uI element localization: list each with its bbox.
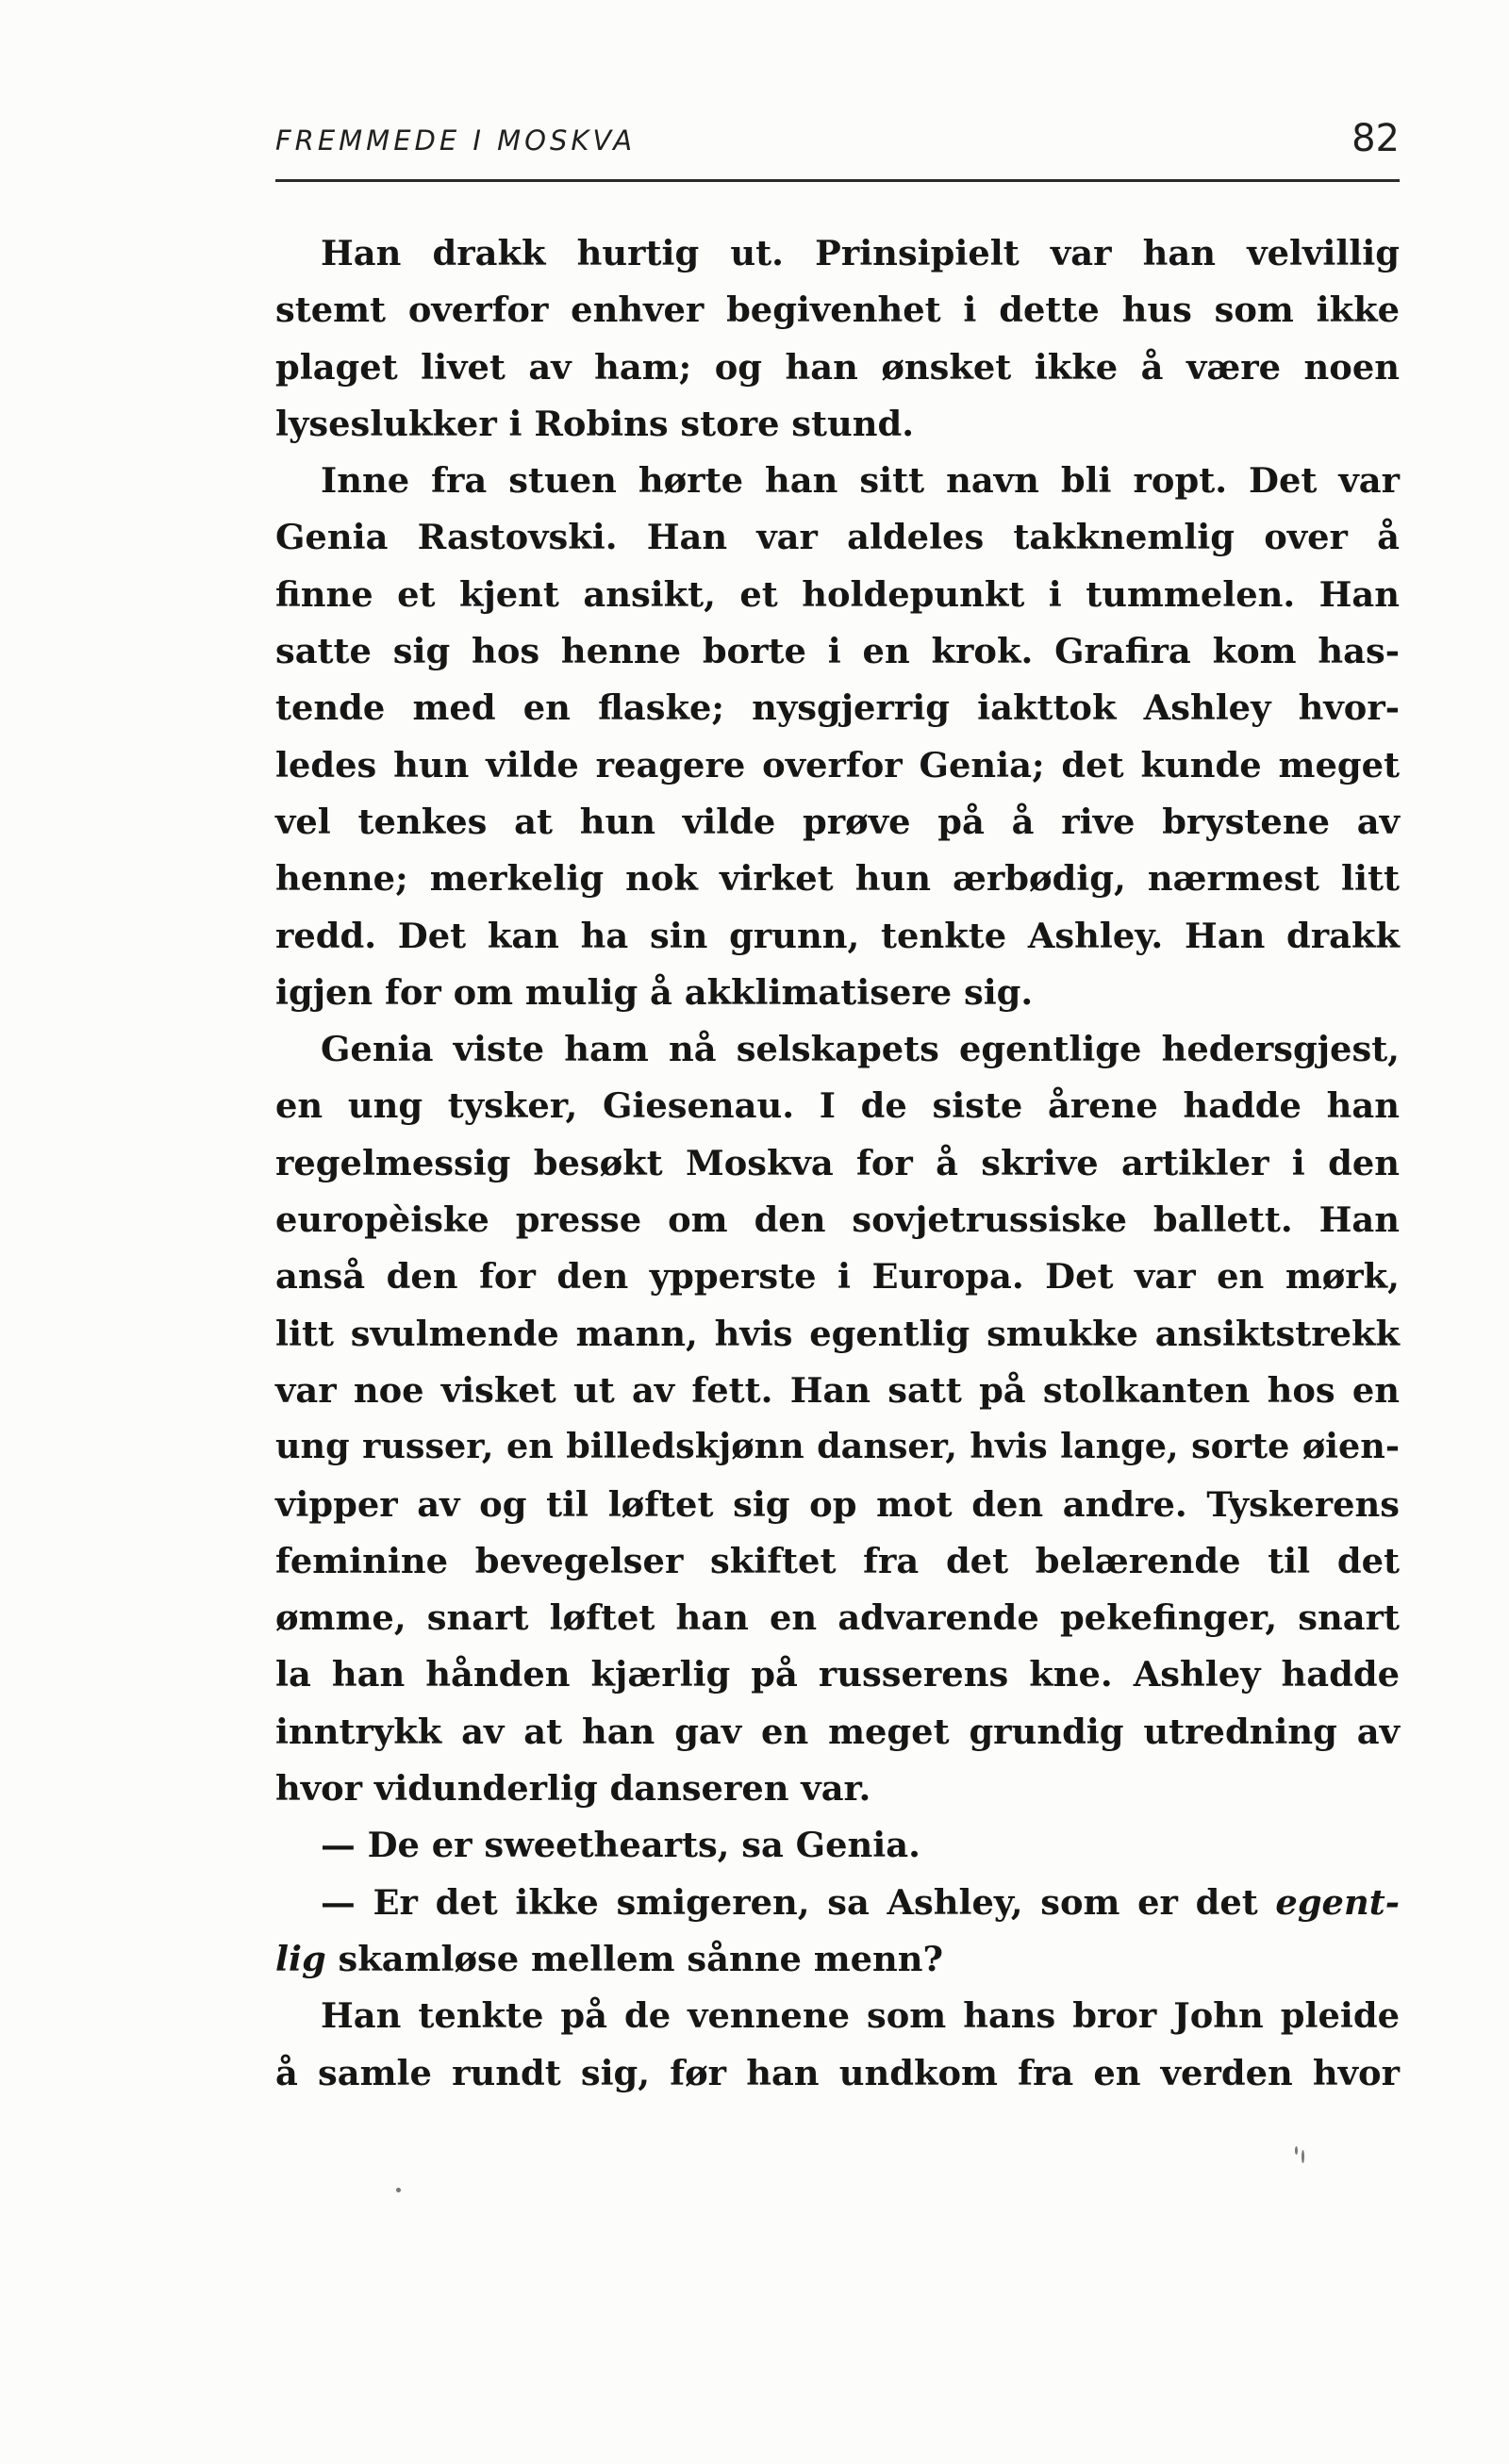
line-text: vel tenkes at hun vilde prøve på å rive brystene av [275, 800, 1400, 842]
text-line [275, 907, 1400, 964]
line-text: Inne fra stuen hørte han sitt navn bli ropt. Det var [321, 459, 1400, 502]
body-text [275, 224, 1400, 2101]
line-text: Genia viste ham nå selskapets egentlige hedersgjest, [321, 1028, 1400, 1070]
line-text: — De er sweethearts, sa Genia. [321, 1824, 920, 1866]
line-text: ung russer, en billedskjønn danser, hvis lange, sorte øien- [275, 1426, 1400, 1467]
text-line [275, 1418, 1400, 1475]
text-line [275, 1760, 1400, 1816]
text-line [275, 1134, 1400, 1191]
text-line [275, 964, 1400, 1020]
text-line [275, 793, 1400, 850]
line-text: Han tenkte på de vennene som hans bror John pleide [321, 1994, 1400, 2037]
line-text: å samle rundt sig, før han undkom fra en verden hvor [275, 2051, 1400, 2093]
text-line [275, 281, 1400, 338]
text-line [275, 339, 1400, 395]
text-line [275, 679, 1400, 736]
line-text: lyseslukker i Robins store stund. [275, 402, 915, 444]
paper-speck [396, 2188, 401, 2192]
line-text: — Er det ikke smigeren, sa Ashley, som er det [321, 1880, 1258, 1923]
text-line [275, 622, 1400, 679]
running-title: FREMMEDE I MOSKVA [275, 124, 637, 157]
line-text: var noe visket ut av fett. Han satt på stolkanten hos en [275, 1368, 1400, 1411]
paper-speck [1302, 2150, 1304, 2163]
line-text: stemt overfor enhver begivenhet i dette hus som ikke [275, 289, 1400, 331]
text-line [275, 508, 1400, 565]
text-line [275, 1020, 1400, 1077]
text-line [275, 1589, 1400, 1645]
text-line [275, 566, 1400, 622]
text-line [275, 850, 1400, 906]
line-text: skamløse mellem sånne menn? [325, 1937, 944, 1979]
text-line [275, 1930, 1400, 1987]
line-text: Genia Rastovski. Han var aldeles takknemlig over å [275, 516, 1400, 558]
line-text: anså den for den ypperste i Europa. Det var en mørk, [275, 1255, 1400, 1298]
emphasis-text: egent- [1275, 1880, 1400, 1923]
line-text: vipper av og til løftet sig op mot den andre. Tyskerens [275, 1482, 1400, 1525]
line-text: regelmessig besøkt Moskva for å skrive artikler i den [275, 1141, 1400, 1183]
text-line [275, 1874, 1400, 1930]
line-text: la han hånden kjærlig på russerens kne. Ashley hadde [275, 1653, 1400, 1695]
line-text: Han drakk hurtig ut. Prinsipielt var han velvillig [321, 232, 1400, 273]
line-text: satte sig hos henne borte i en krok. Grafira kom has- [275, 630, 1400, 672]
text-line [275, 1362, 1400, 1418]
line-text: feminine bevegelser skiftet fra det belærende til det [275, 1539, 1400, 1581]
line-text: en ung tysker, Giesenau. I de siste årene hadde han [275, 1084, 1400, 1127]
text-line [275, 1703, 1400, 1760]
text-line [275, 1816, 1400, 1873]
text-line [275, 1077, 1400, 1133]
text-line [275, 1987, 1400, 2043]
line-text: tende med en flaske; nysgjerrig iakttok Ashley hvor- [275, 686, 1400, 729]
paper-speck [1295, 2146, 1298, 2155]
text-line [275, 224, 1400, 281]
line-text: ledes hun vilde reagere overfor Genia; det kunde meget [275, 743, 1400, 786]
line-text: hvor vidunderlig danseren var. [275, 1767, 871, 1810]
text-line [275, 395, 1400, 452]
running-head [275, 113, 1400, 174]
line-text: europèiske presse om den sovjetrussiske ballett. Han [275, 1199, 1400, 1241]
text-line [275, 1248, 1400, 1304]
line-text: ømme, snart løftet han en advarende pekefinger, snart [275, 1596, 1400, 1639]
line-text: henne; merkelig nok virket hun ærbødig, nærmest litt [275, 857, 1400, 900]
emphasis-text: lig [275, 1937, 326, 1979]
line-text: igjen for om mulig å akklimatisere sig. [275, 970, 1034, 1013]
line-text: finne et kjent ansikt, et holdepunkt i tummelen. Han [275, 572, 1400, 615]
text-line [275, 736, 1400, 793]
text-line [275, 2044, 1400, 2101]
header-rule [275, 179, 1400, 182]
text-line [275, 1476, 1400, 1532]
line-text: litt svulmende mann, hvis egentlig smukke ansiktstrekk [275, 1312, 1400, 1354]
text-line [275, 1645, 1400, 1702]
text-line [275, 1305, 1400, 1362]
line-text: plaget livet av ham; og han ønsket ikke å være noen [275, 345, 1400, 388]
text-line [275, 1191, 1400, 1248]
page-number: 82 [1351, 117, 1400, 160]
text-line [275, 1532, 1400, 1589]
line-text: redd. Det kan ha sin grunn, tenkte Ashley. Han drakk [275, 914, 1400, 956]
line-text: inntrykk av at han gav en meget grundig utredning av [275, 1710, 1400, 1752]
text-line [275, 452, 1400, 508]
